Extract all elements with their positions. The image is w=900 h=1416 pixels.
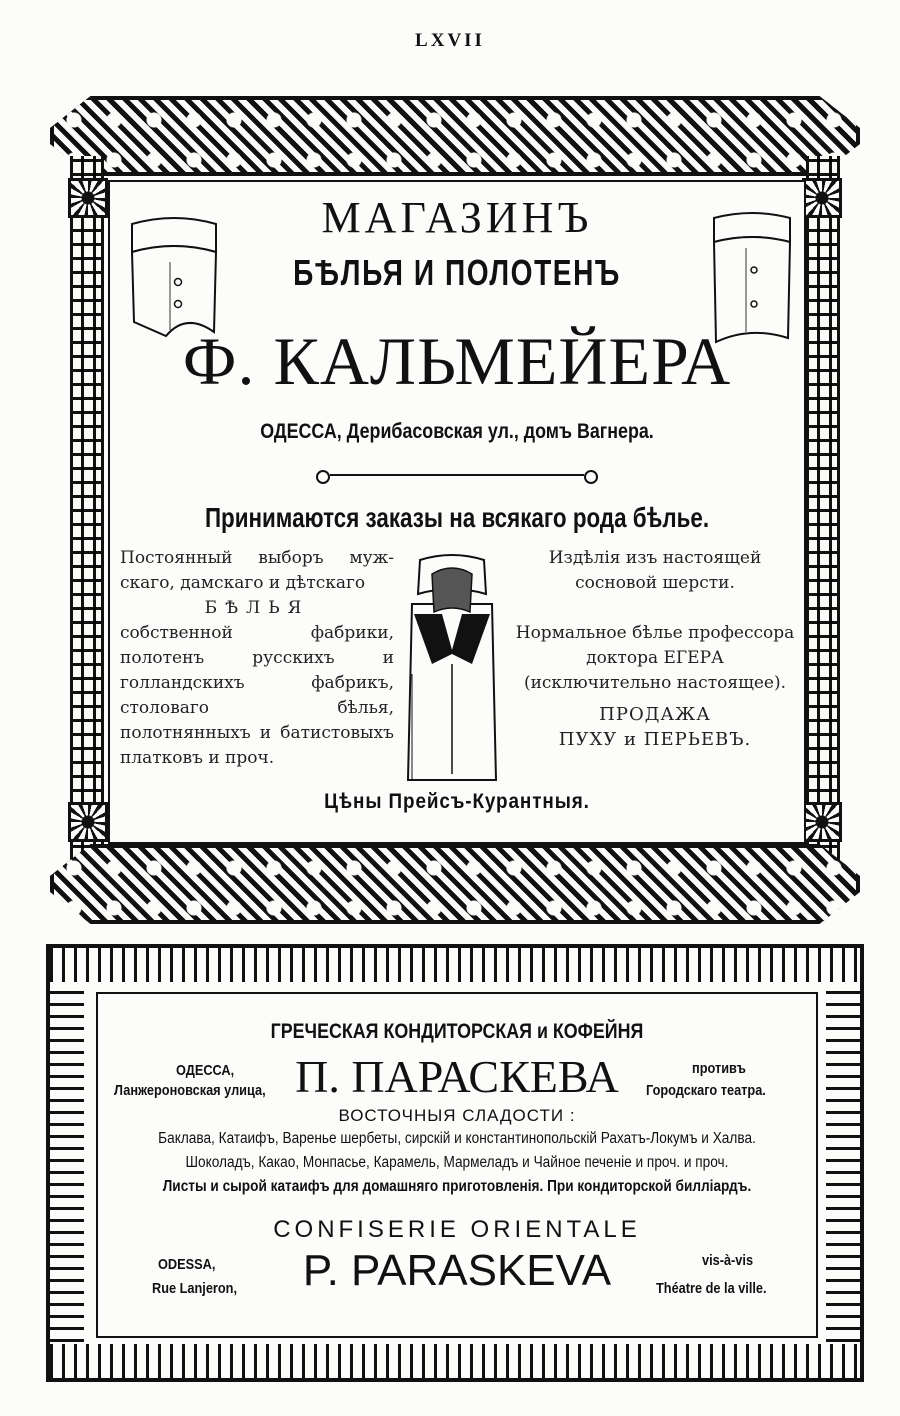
street-label: Ланжероновская улица,: [114, 1082, 266, 1099]
ornament-band-top: [50, 96, 860, 176]
confectionery-title: ГРЕЧЕСКАЯ КОНДИТОРСКАЯ и КОФЕЙНЯ: [270, 1020, 644, 1043]
orders-headline: Принимаются заказы на всякаго рода бѣлье.: [204, 502, 710, 533]
theatre-label: Городскаго театра.: [646, 1082, 766, 1099]
ad-heading: МАГАЗИНЪ: [321, 193, 593, 242]
corner-ornament-icon: [802, 178, 842, 218]
owner-name-fr: P. PARASKEVA: [302, 1246, 612, 1295]
opposite-label: противъ: [692, 1060, 746, 1077]
city-label: ОДЕССА,: [176, 1062, 235, 1079]
right-column: [510, 546, 800, 752]
sweets-header: ВОСТОЧНЫЯ СЛАДОСТИ :: [338, 1106, 576, 1125]
ad-content: [108, 180, 806, 844]
paraskeva-advertisement: [46, 944, 864, 1382]
divider-rule: [330, 474, 584, 476]
fr-theatre-label: Théatre de la ville.: [656, 1280, 767, 1297]
ornament-band-bottom: [50, 844, 860, 924]
sale-items: ПУХУ и ПЕРЬЕВЪ.: [558, 729, 752, 750]
owner-name-ru: П. ПАРАСКЕВА: [295, 1051, 619, 1102]
page-number: LXVII: [415, 30, 485, 51]
owner-name: Ф. КАЛЬМЕЙЕРА: [182, 323, 732, 399]
price-note: Цѣны Прейсъ-Курантныя.: [324, 790, 590, 813]
fr-street-label: Rue Lanjeron,: [152, 1280, 238, 1297]
left-col-text: собственной фабрики, полотенъ русскихъ и голландскихъ фабрикъ, столоваго бѣлья, полотнянныхъ и батистовыхъ платковъ и проч.: [120, 623, 394, 768]
ad-content: [96, 992, 818, 1338]
ornament-border-right: [806, 156, 840, 876]
corner-ornament-icon: [68, 802, 108, 842]
left-col-word: БѢЛЬЯ: [204, 598, 310, 618]
store-address: ОДЕССА, Дерибасовская ул., домъ Вагнера.: [260, 420, 654, 443]
right-col-text: Издѣлія изъ настоящей сосновой шерсти.: [548, 548, 762, 593]
sweets-line: Листы и сырой катаифъ для домашняго приготовленія. При кондиторской билліардъ.: [162, 1178, 752, 1195]
ornament-border-left: [70, 156, 104, 876]
sweets-line: Шоколадъ, Какао, Монпасье, Карамель, Мармеладъ и Чайное печеніе и проч. и проч.: [185, 1154, 729, 1171]
sale-label: ПРОДАЖА: [599, 704, 711, 725]
french-title: CONFISERIE ORIENTALE: [273, 1216, 641, 1243]
fr-opposite-label: vis-à-vis: [702, 1252, 754, 1269]
sweets-line: Баклава, Катаифъ, Варенье шербеты, сирскій и константинопольскій Рахатъ-Локумъ и Халва.: [158, 1130, 756, 1147]
fr-city-label: ODESSA,: [158, 1256, 216, 1273]
left-col-text: Постоянный выборъ муж-скаго, дамскаго и дѣтскаго: [120, 548, 394, 593]
right-col-text: (исключительно настоящее).: [523, 673, 787, 693]
shirt-illustration-icon: [402, 554, 502, 784]
kalmeyer-advertisement: [50, 96, 860, 934]
right-col-text: Нормальное бѣлье профессора доктора ЕГЕРА: [515, 623, 795, 668]
ad-subheading: БѢЛЬЯ И ПОЛОТЕНЪ: [293, 252, 621, 293]
corner-ornament-icon: [802, 802, 842, 842]
left-column: [120, 546, 394, 771]
corner-ornament-icon: [68, 178, 108, 218]
